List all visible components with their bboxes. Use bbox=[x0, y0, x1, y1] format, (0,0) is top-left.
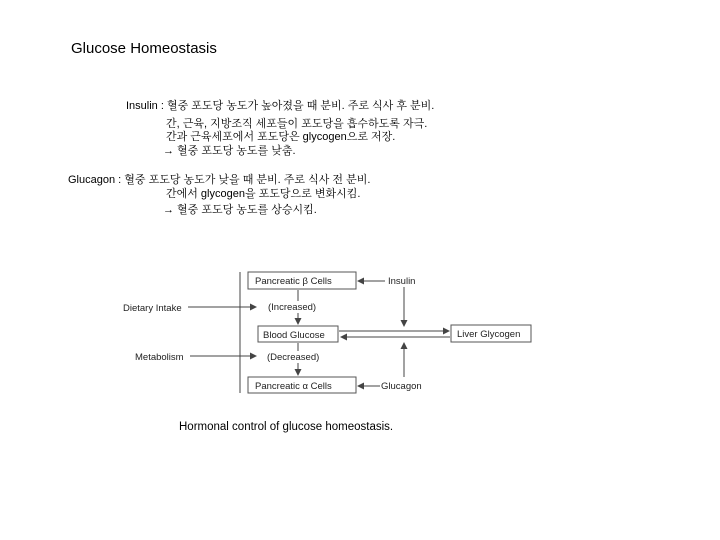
figure-caption: Hormonal control of glucose homeostasis. bbox=[179, 421, 394, 433]
dietary-intake-label: Dietary Intake bbox=[123, 303, 182, 314]
glucagon-label: Glucagon bbox=[381, 381, 422, 392]
page-title: Glucose Homeostasis bbox=[71, 40, 217, 57]
liver-glycogen-label: Liver Glycogen bbox=[457, 329, 521, 340]
insulin-line-2: 간, 근육, 지방조직 세포들이 포도당을 흡수하도록 자극. bbox=[166, 118, 428, 130]
blood-glucose-label: Blood Glucose bbox=[263, 330, 325, 341]
insulin-line-1: Insulin : 혈중 포도당 농도가 높아졌을 때 분비. 주로 식사 후 분비. bbox=[126, 100, 435, 112]
glucagon-line-3: → 혈중 포도당 농도를 상승시킴. bbox=[163, 204, 317, 216]
glucagon-line-2: 간에서 glycogen을 포도당으로 변화시킴. bbox=[166, 188, 361, 200]
insulin-label: Insulin bbox=[388, 276, 416, 287]
metabolism-label: Metabolism bbox=[135, 352, 184, 363]
decreased-label: (Decreased) bbox=[267, 352, 320, 363]
insulin-line-3: 간과 근육세포에서 포도당은 glycogen으로 저장. bbox=[166, 131, 396, 143]
insulin-line-4: → 혈중 포도당 농도를 낮춤. bbox=[163, 145, 296, 157]
increased-label: (Increased) bbox=[268, 302, 317, 313]
alpha-cells-label: Pancreatic α Cells bbox=[255, 381, 332, 392]
beta-cells-label: Pancreatic β Cells bbox=[255, 276, 332, 287]
glucagon-line-1: Glucagon : 혈중 포도당 농도가 낮을 때 분비. 주로 식사 전 분비. bbox=[68, 174, 371, 186]
